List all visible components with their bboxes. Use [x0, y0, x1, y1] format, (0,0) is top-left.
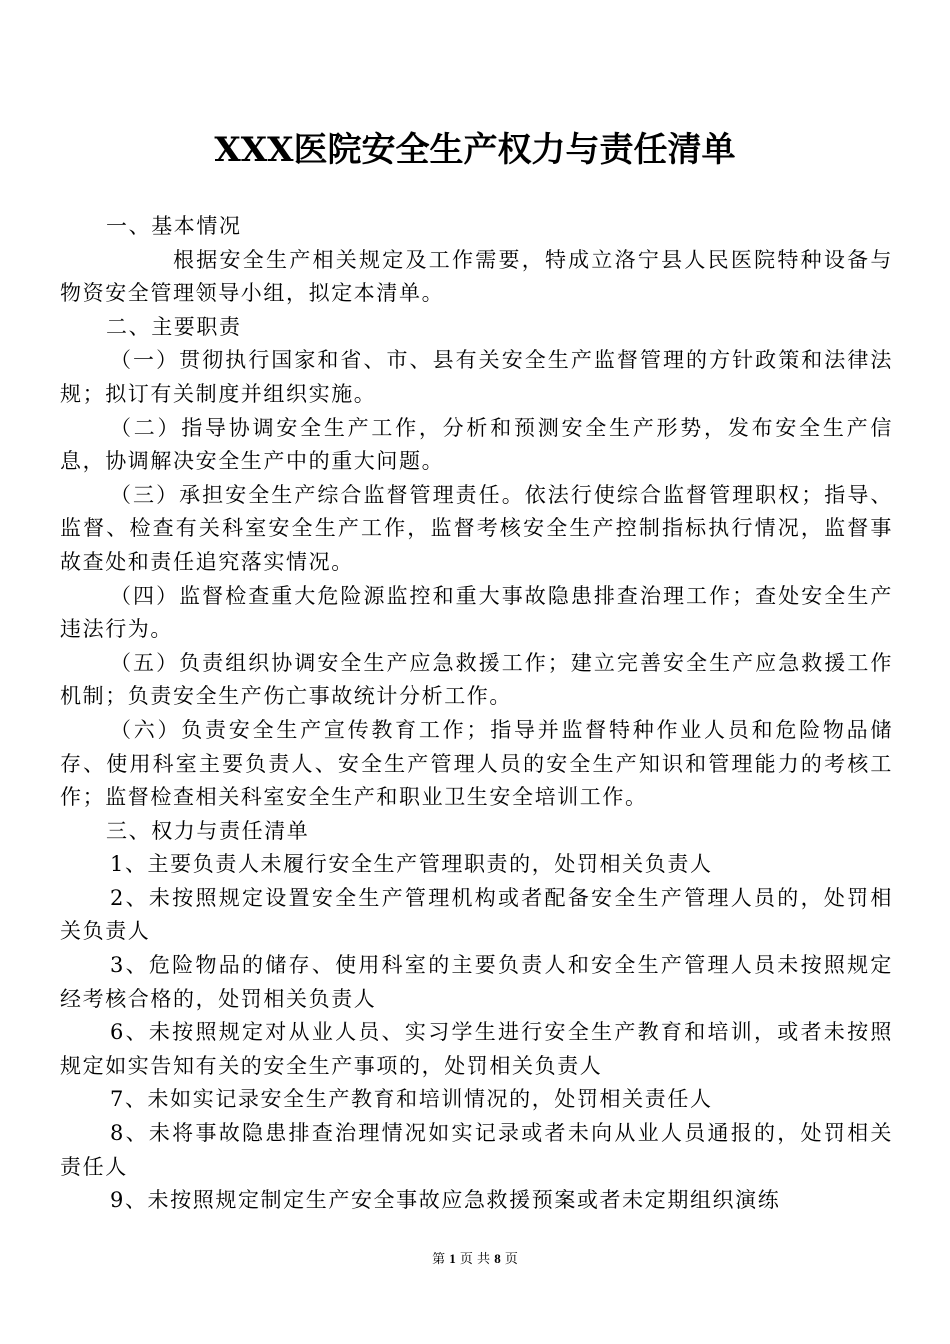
responsibility-item: 9、未按照规定制定生产安全事故应急救援预案或者未定期组织演练 [110, 1188, 781, 1213]
footer-total-pages: 8 [494, 1251, 501, 1266]
responsibility-item: 3、危险物品的储存、使用科室的主要负责人和安全生产管理人员未按照规定经考核合格的，处罚相关负责人 [60, 953, 893, 1011]
document-body [60, 210, 893, 1218]
duty-item: （一）贯彻执行国家和省、市、县有关安全生产监督管理的方针政策和法律法规；拟订有关制度并组织实施。 [60, 348, 893, 406]
duty-item: （六）负责安全生产宣传教育工作；指导并监督特种作业人员和危险物品储存、使用科室主要负责人、安全生产管理人员的安全生产知识和管理能力的考核工作；监督检查相关科室安全生产和职业卫生安全培训工作。 [60, 717, 893, 810]
responsibility-item: 2、未按照规定设置安全生产管理机构或者配备安全生产管理人员的，处罚相关负责人 [60, 885, 893, 944]
responsibility-item: 6、未按照规定对从业人员、实习学生进行安全生产教育和培训，或者未按照规定如实告知有关的安全生产事项的，处罚相关负责人 [60, 1020, 893, 1078]
duty-item: （二）指导协调安全生产工作，分析和预测安全生产形势，发布安全生产信息，协调解决安全生产中的重大问题。 [60, 415, 893, 474]
footer-middle: 页 共 [459, 1252, 491, 1267]
basic-info-paragraph: 根据安全生产相关规定及工作需要，特成立洛宁县人民医院特种设备与物资安全管理领导小组，拟定本清单。 [60, 247, 893, 306]
page-number-footer [0, 1250, 950, 1269]
section-heading-main-duties: 二、主要职责 [106, 314, 242, 339]
footer-prefix: 第 [432, 1252, 446, 1267]
duty-item: （四）监督检查重大危险源监控和重大事故隐患排查治理工作；查处安全生产违法行为。 [60, 583, 893, 642]
footer-suffix: 页 [504, 1252, 518, 1267]
document-title: XXX医院安全生产权力与责任清单 [214, 130, 736, 170]
responsibility-item: 7、未如实记录安全生产教育和培训情况的，处罚相关责任人 [110, 1087, 713, 1112]
footer-page-number: 1 [449, 1251, 456, 1266]
section-heading-power-responsibility: 三、权力与责任清单 [106, 818, 310, 843]
duty-item: （三）承担安全生产综合监督管理责任。依法行使综合监督管理职权；指导、监督、检查有关科室安全生产工作，监督考核安全生产控制指标执行情况，监督事故查处和责任追究落实情况。 [60, 482, 893, 574]
section-heading-basic-info: 一、基本情况 [106, 214, 242, 238]
responsibility-item: 1、主要负责人未履行安全生产管理职责的，处罚相关负责人 [110, 852, 713, 877]
responsibility-item: 8、未将事故隐患排查治理情况如实记录或者未向从业人员通报的，处罚相关责任人 [60, 1121, 893, 1179]
duty-item: （五）负责组织协调安全生产应急救援工作；建立完善安全生产应急救援工作机制；负责安全生产伤亡事故统计分析工作。 [60, 650, 893, 709]
